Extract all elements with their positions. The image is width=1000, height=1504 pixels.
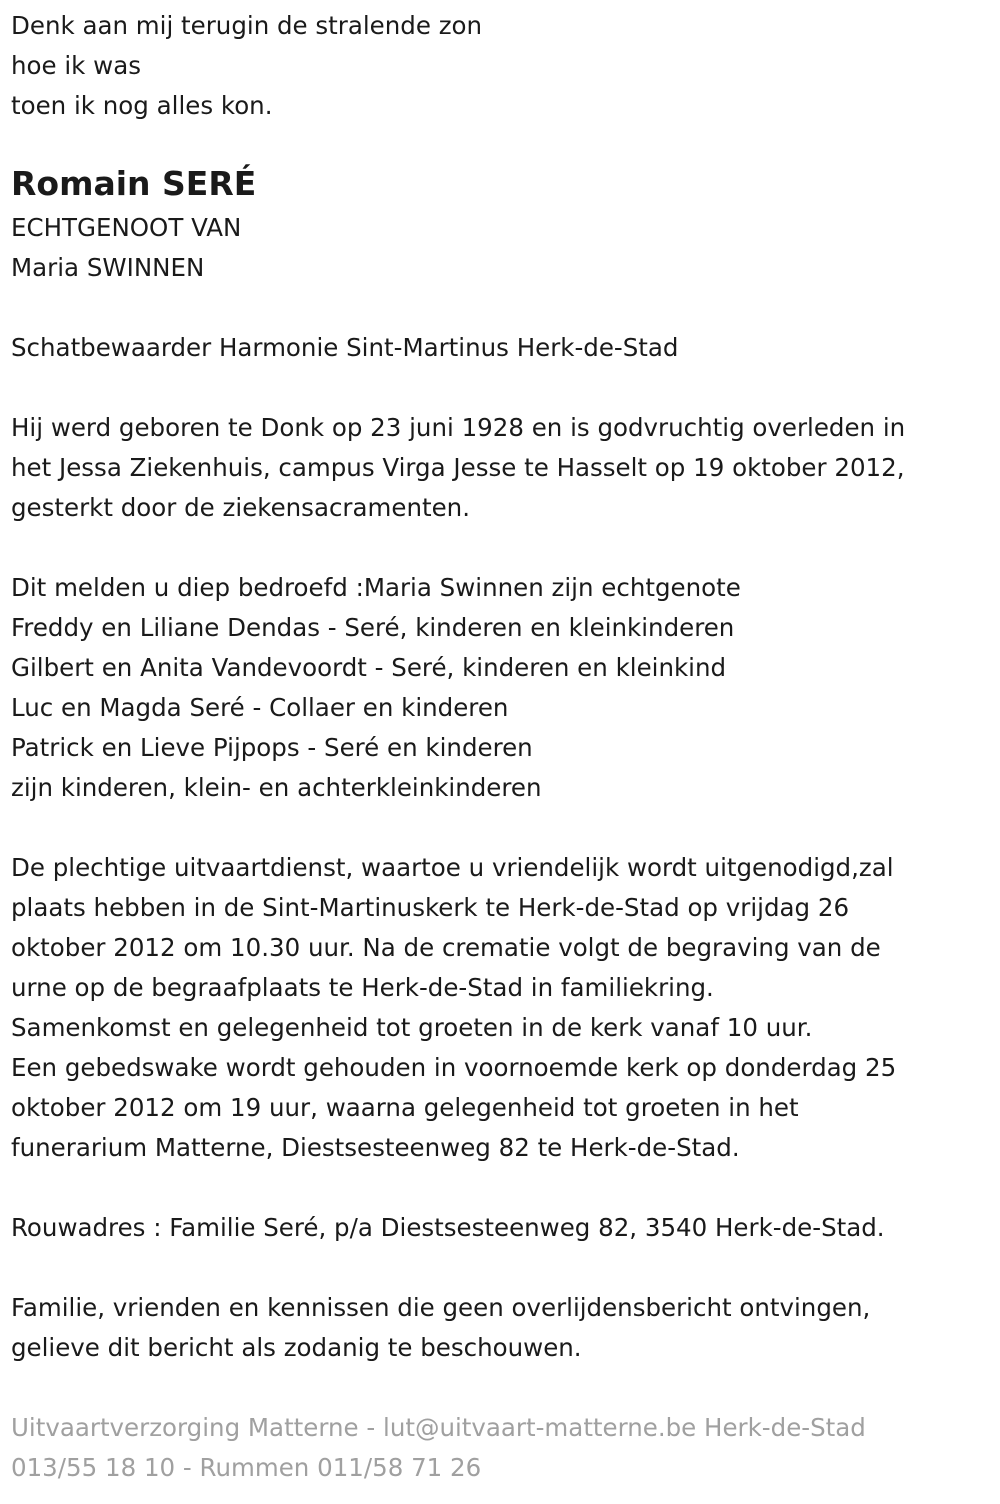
footer-line: Uitvaartverzorging Matterne - lut@uitvaart-matterne.be Herk-de-Stad	[11, 1413, 866, 1442]
mourner-line: Dit melden u diep bedroefd :Maria Swinnen zijn echtgenote	[11, 573, 741, 602]
mourner-line: Freddy en Liliane Dendas - Seré, kinderen en kleinkinderen	[11, 613, 735, 642]
spacer	[11, 288, 991, 328]
paragraph-line: De plechtige uitvaartdienst, waartoe u vriendelijk wordt uitgenodigd,zal	[11, 853, 894, 882]
mourning-address: Rouwadres : Familie Seré, p/a Diestsesteenweg 82, 3540 Herk-de-Stad.	[11, 1213, 885, 1242]
mourner-line: Patrick en Lieve Pijpops - Seré en kinderen	[11, 733, 533, 762]
spacer	[11, 1368, 991, 1408]
funeral-home-footer	[11, 1408, 991, 1488]
paragraph-line: het Jessa Ziekenhuis, campus Virga Jesse te Hasselt op 19 oktober 2012,	[11, 453, 905, 482]
spouse-name: Maria SWINNEN	[11, 253, 205, 282]
footer-line: 013/55 18 10 - Rummen 011/58 71 26	[11, 1453, 482, 1482]
poem-line: hoe ik was	[11, 51, 141, 80]
birth-death-paragraph	[11, 408, 991, 528]
paragraph-line: Hij werd geboren te Donk op 23 juni 1928 en is godvruchtig overleden in	[11, 413, 906, 442]
paragraph-line: oktober 2012 om 19 uur, waarna gelegenheid tot groeten in het	[11, 1093, 799, 1122]
paragraph-line: Samenkomst en gelegenheid tot groeten in de kerk vanaf 10 uur.	[11, 1013, 813, 1042]
paragraph-line: gesterkt door de ziekensacramenten.	[11, 493, 470, 522]
spacer	[11, 1248, 991, 1288]
paragraph-line: Een gebedswake wordt gehouden in voornoemde kerk op donderdag 25	[11, 1053, 897, 1082]
deceased-name: Romain SERÉ	[11, 164, 257, 203]
notice-paragraph	[11, 1288, 991, 1368]
mourner-line: zijn kinderen, klein- en achterkleinkinderen	[11, 773, 542, 802]
relation-label: ECHTGENOOT VAN	[11, 213, 242, 242]
obituary-notice	[11, 6, 991, 1488]
poem-line: Denk aan mij terugin de stralende zon	[11, 11, 483, 40]
paragraph-line: oktober 2012 om 10.30 uur. Na de crematie volgt de begraving van de	[11, 933, 881, 962]
spacer	[11, 368, 991, 408]
paragraph-line: gelieve dit bericht als zodanig te beschouwen.	[11, 1333, 582, 1362]
mourner-line: Gilbert en Anita Vandevoordt - Seré, kinderen en kleinkind	[11, 653, 727, 682]
poem	[11, 6, 991, 126]
service-paragraph	[11, 848, 991, 1168]
spacer	[11, 1168, 991, 1208]
spacer	[11, 126, 991, 158]
paragraph-line: Familie, vrienden en kennissen die geen overlijdensbericht ontvingen,	[11, 1293, 871, 1322]
paragraph-line: plaats hebben in de Sint-Martinuskerk te Herk-de-Stad op vrijdag 26	[11, 893, 850, 922]
spacer	[11, 528, 991, 568]
mourners-list	[11, 568, 991, 808]
poem-line: toen ik nog alles kon.	[11, 91, 273, 120]
deceased-role: Schatbewaarder Harmonie Sint-Martinus Herk-de-Stad	[11, 333, 679, 362]
mourner-line: Luc en Magda Seré - Collaer en kinderen	[11, 693, 509, 722]
spacer	[11, 808, 991, 848]
paragraph-line: funerarium Matterne, Diestsesteenweg 82 te Herk-de-Stad.	[11, 1133, 740, 1162]
paragraph-line: urne op de begraafplaats te Herk-de-Stad in familiekring.	[11, 973, 714, 1002]
